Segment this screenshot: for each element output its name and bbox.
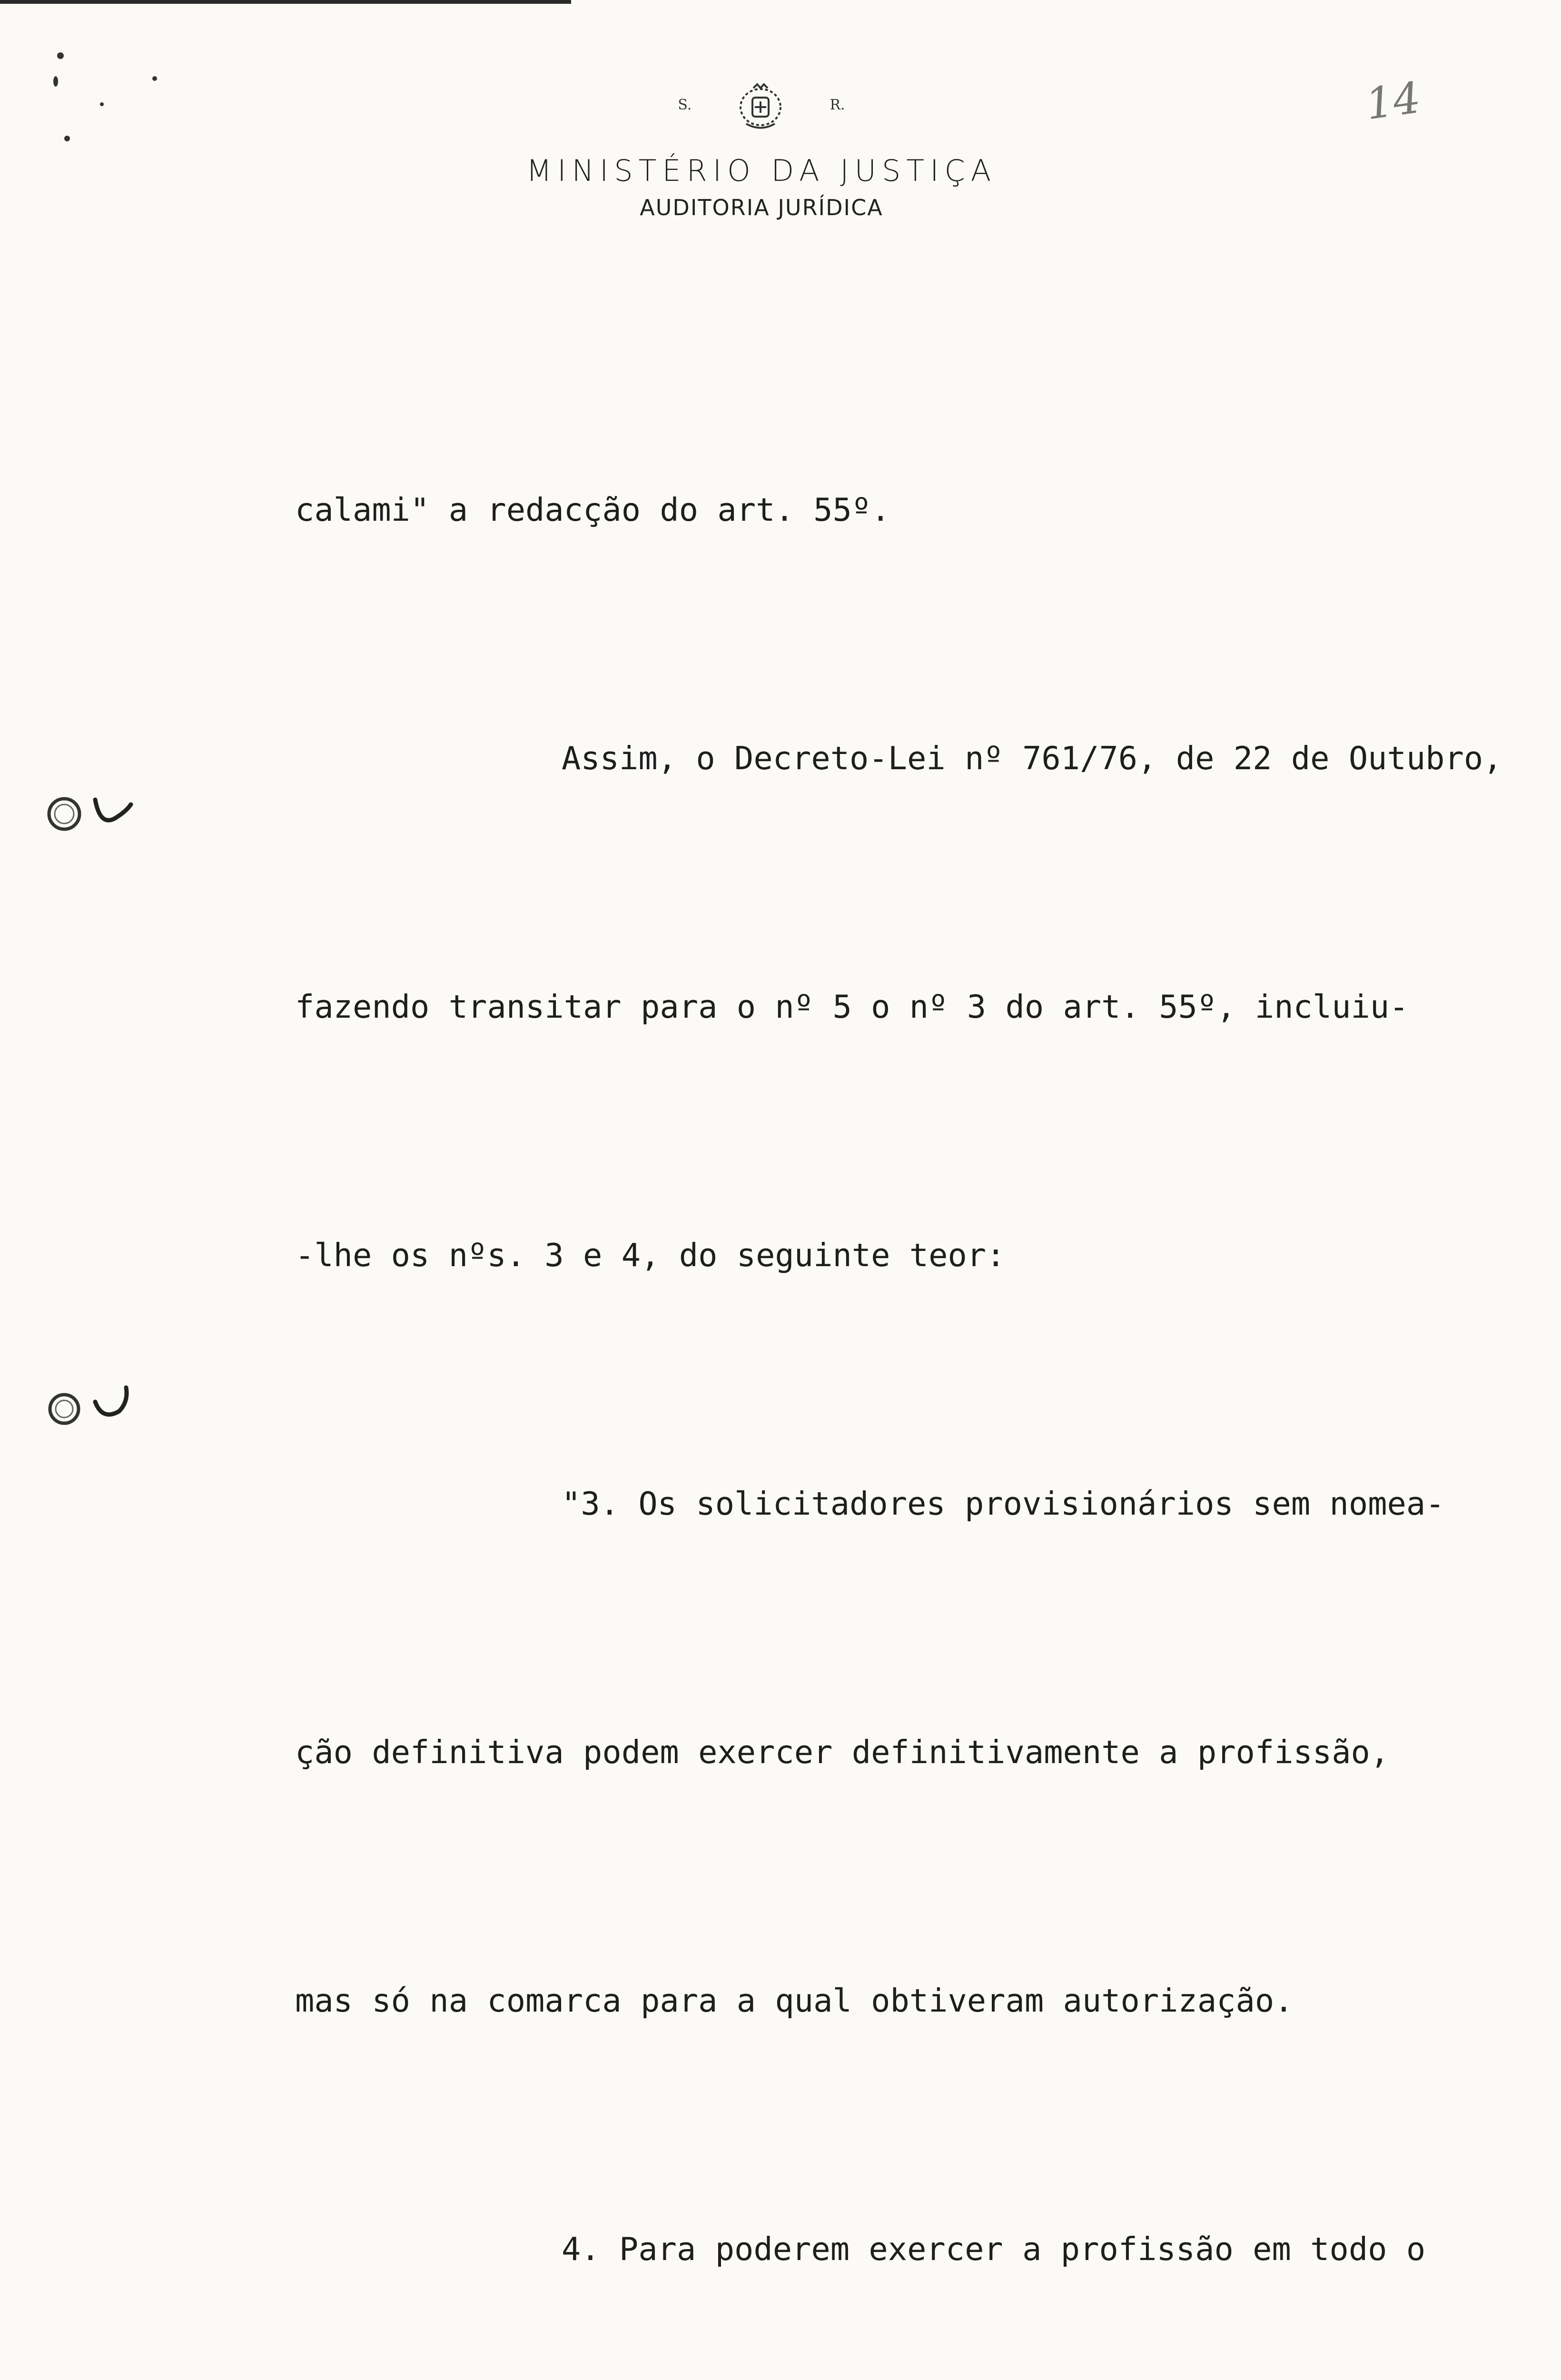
body-line: fazendo transitar para o nº 5 o nº 3 do art. 55º, incluiu- [295,988,1409,1025]
document-body [295,303,1504,2380]
punch-hole-lower [43,1376,138,1438]
body-line: calami" a redacção do art. 55º. [295,491,890,528]
scan-speck [64,136,70,141]
body-line: -lhe os nºs. 3 e 4, do seguinte teor: [295,1237,1006,1274]
seal-row [476,67,1047,143]
seal-letter-right: R. [830,96,845,113]
seal-letter-left: S. [678,96,692,113]
scan-speck [53,76,58,87]
scan-speck [152,76,157,81]
body-line: 4. Para poderem exercer a profissão em todo o [562,2231,1426,2268]
body-line: mas só na comarca para a qual obtiveram autorização. [295,1982,1294,2019]
top-edge-rule [0,0,571,4]
punch-hole-upper [43,785,138,843]
handwritten-page-number: 14 [1363,72,1424,130]
scan-speck [57,52,64,59]
body-line: ção definitiva podem exercer definitivamente a profissão, [295,1734,1390,1771]
body-line: "3. Os solicitadores provisionários sem nomea- [562,1485,1445,1522]
scan-speck [100,102,104,106]
ministry-title: MINISTÉRIO DA JUSTIÇA [526,153,997,188]
coat-of-arms-icon [730,74,791,136]
letterhead [476,67,1047,220]
body-line: Assim, o Decreto-Lei nº 761/76, de 22 de Outubro, [562,740,1502,777]
department-subtitle: AUDITORIA JURÍDICA [640,195,883,220]
